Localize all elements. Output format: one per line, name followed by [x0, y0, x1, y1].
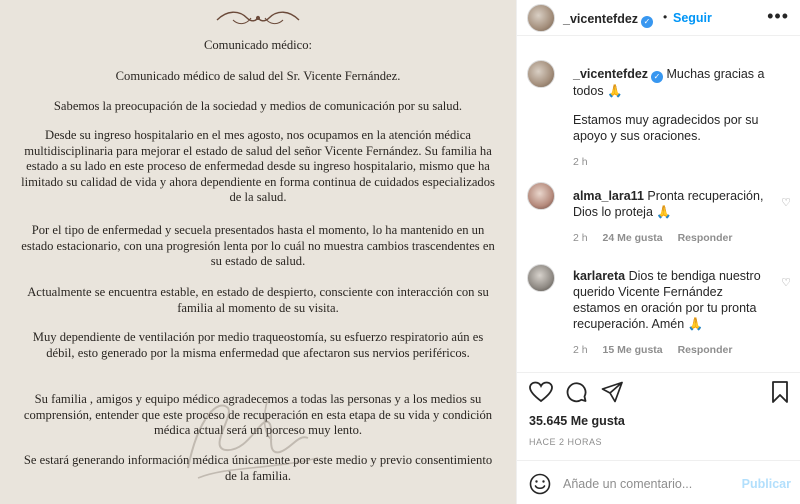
comment-likes-link[interactable]: 24 Me gusta — [602, 232, 663, 244]
avatar[interactable] — [527, 264, 555, 292]
statement-paragraph: Sabemos la preocupación de la sociedad y medios de comunicación por su salud. — [53, 99, 463, 113]
username-link[interactable]: _vicentefdez — [563, 12, 639, 26]
action-bar — [517, 372, 800, 412]
caption — [517, 60, 800, 170]
avatar[interactable] — [527, 4, 555, 32]
comment-body: Pronta recuperación, Dios lo proteja 🙏 — [573, 189, 764, 219]
statement-paragraph: Actualmente se encuentra estable, en estado de despierto, consciente con interacción con su familia al momento de su visita. — [27, 285, 489, 315]
like-heart-icon[interactable] — [529, 381, 553, 403]
comment-body: Dios te bendiga nuestro querido Vicente Fernández estamos en oración por tu pronta recuperación. Amén 🙏 — [573, 269, 761, 331]
more-options-icon[interactable]: ••• — [767, 6, 789, 26]
comment-meta — [573, 232, 732, 244]
comment-text — [573, 268, 769, 332]
publish-button[interactable]: Publicar — [741, 477, 791, 491]
post-side-panel — [516, 0, 800, 504]
statement-paragraph: Se estará generando información médica únicamente por este medio y previo consentimiento de la familia. — [23, 453, 493, 483]
statement-title: Comunicado médico: — [203, 38, 313, 52]
avatar[interactable] — [527, 182, 555, 210]
statement-paragraph: Muy dependiente de ventilación por medio traqueostomía, su esfuerzo respiratorio aún es débil, esto generado por la misma enfermedad que afectaron sus nervios periféricos. — [32, 330, 484, 360]
comment-likes-link[interactable]: 15 Me gusta — [602, 344, 663, 356]
like-comment-heart-icon[interactable]: ♡ — [781, 197, 791, 209]
likes-count[interactable]: 35.645 Me gusta — [529, 414, 625, 428]
like-comment-heart-icon[interactable]: ♡ — [781, 277, 791, 289]
save-bookmark-icon[interactable] — [771, 380, 789, 404]
caption-username-link[interactable]: _vicentefdez — [573, 67, 649, 81]
statement-paragraph: Por el tipo de enfermedad y secuela presentados hasta el momento, lo ha mantenido en un estado estacionario, con una progresión lenta por lo cuál no muestra cambios trascendentes en su estado de salud. — [21, 223, 495, 268]
comment-input[interactable] — [563, 473, 739, 495]
comment-username-link[interactable]: karlareta — [573, 269, 626, 283]
caption-text — [573, 66, 773, 99]
caption-body: Muchas gracias a todos 🙏 — [573, 67, 765, 98]
follow-button[interactable]: Seguir — [673, 11, 712, 25]
share-send-icon[interactable] — [601, 381, 623, 403]
comment-item — [517, 182, 800, 252]
emoji-smiley-icon[interactable] — [529, 473, 551, 495]
comment-meta — [573, 344, 732, 356]
comment-bubble-icon[interactable] — [565, 381, 587, 403]
caption-timestamp: 2 h — [573, 156, 588, 168]
reply-button[interactable]: Responder — [677, 344, 733, 356]
comment-item — [517, 264, 800, 364]
comment-timestamp: 2 h — [573, 232, 588, 244]
header-author — [563, 10, 653, 28]
separator-dot: • — [663, 10, 668, 24]
avatar[interactable] — [527, 60, 555, 88]
caption-body-second: Estamos muy agradecidos por su apoyo y sus oraciones. — [573, 113, 759, 143]
add-comment-bar — [517, 460, 800, 504]
decorative-flourish-icon — [213, 6, 303, 28]
statement-subtitle: Comunicado médico de salud del Sr. Vicente Fernández. — [115, 69, 401, 83]
post-time-ago: HACE 2 HORAS — [529, 437, 603, 447]
comment-text — [573, 188, 769, 220]
statement-paragraph: Su familia , amigos y equipo médico agradecemos a todas las personas y a los medios su comprensión, entender que este proceso de recuperación en esta etapa de su vida y condición médica actual será un porceso muy lento. — [23, 392, 493, 437]
verified-badge-icon: ✓ — [641, 16, 653, 28]
comment-username-link[interactable]: alma_lara11 — [573, 189, 644, 203]
statement-paragraph: Desde su ingreso hospitalario en el mes agosto, nos ocupamos en la atención médica multidisciplinaria para mejorar el estado de salud del señor Vicente Fernández. Su familia ha estado a su lado en este proceso de enfermedad desde su ingreso hospitalario, mismo que ha limitado su calidad de vida y ahora dependiente en forma continua de cuidados especializados de la salud. — [21, 128, 495, 204]
comment-timestamp: 2 h — [573, 344, 588, 356]
reply-button[interactable]: Responder — [677, 232, 733, 244]
verified-badge-icon: ✓ — [651, 71, 663, 83]
signature-watermark — [168, 378, 328, 488]
post-header — [517, 0, 800, 36]
